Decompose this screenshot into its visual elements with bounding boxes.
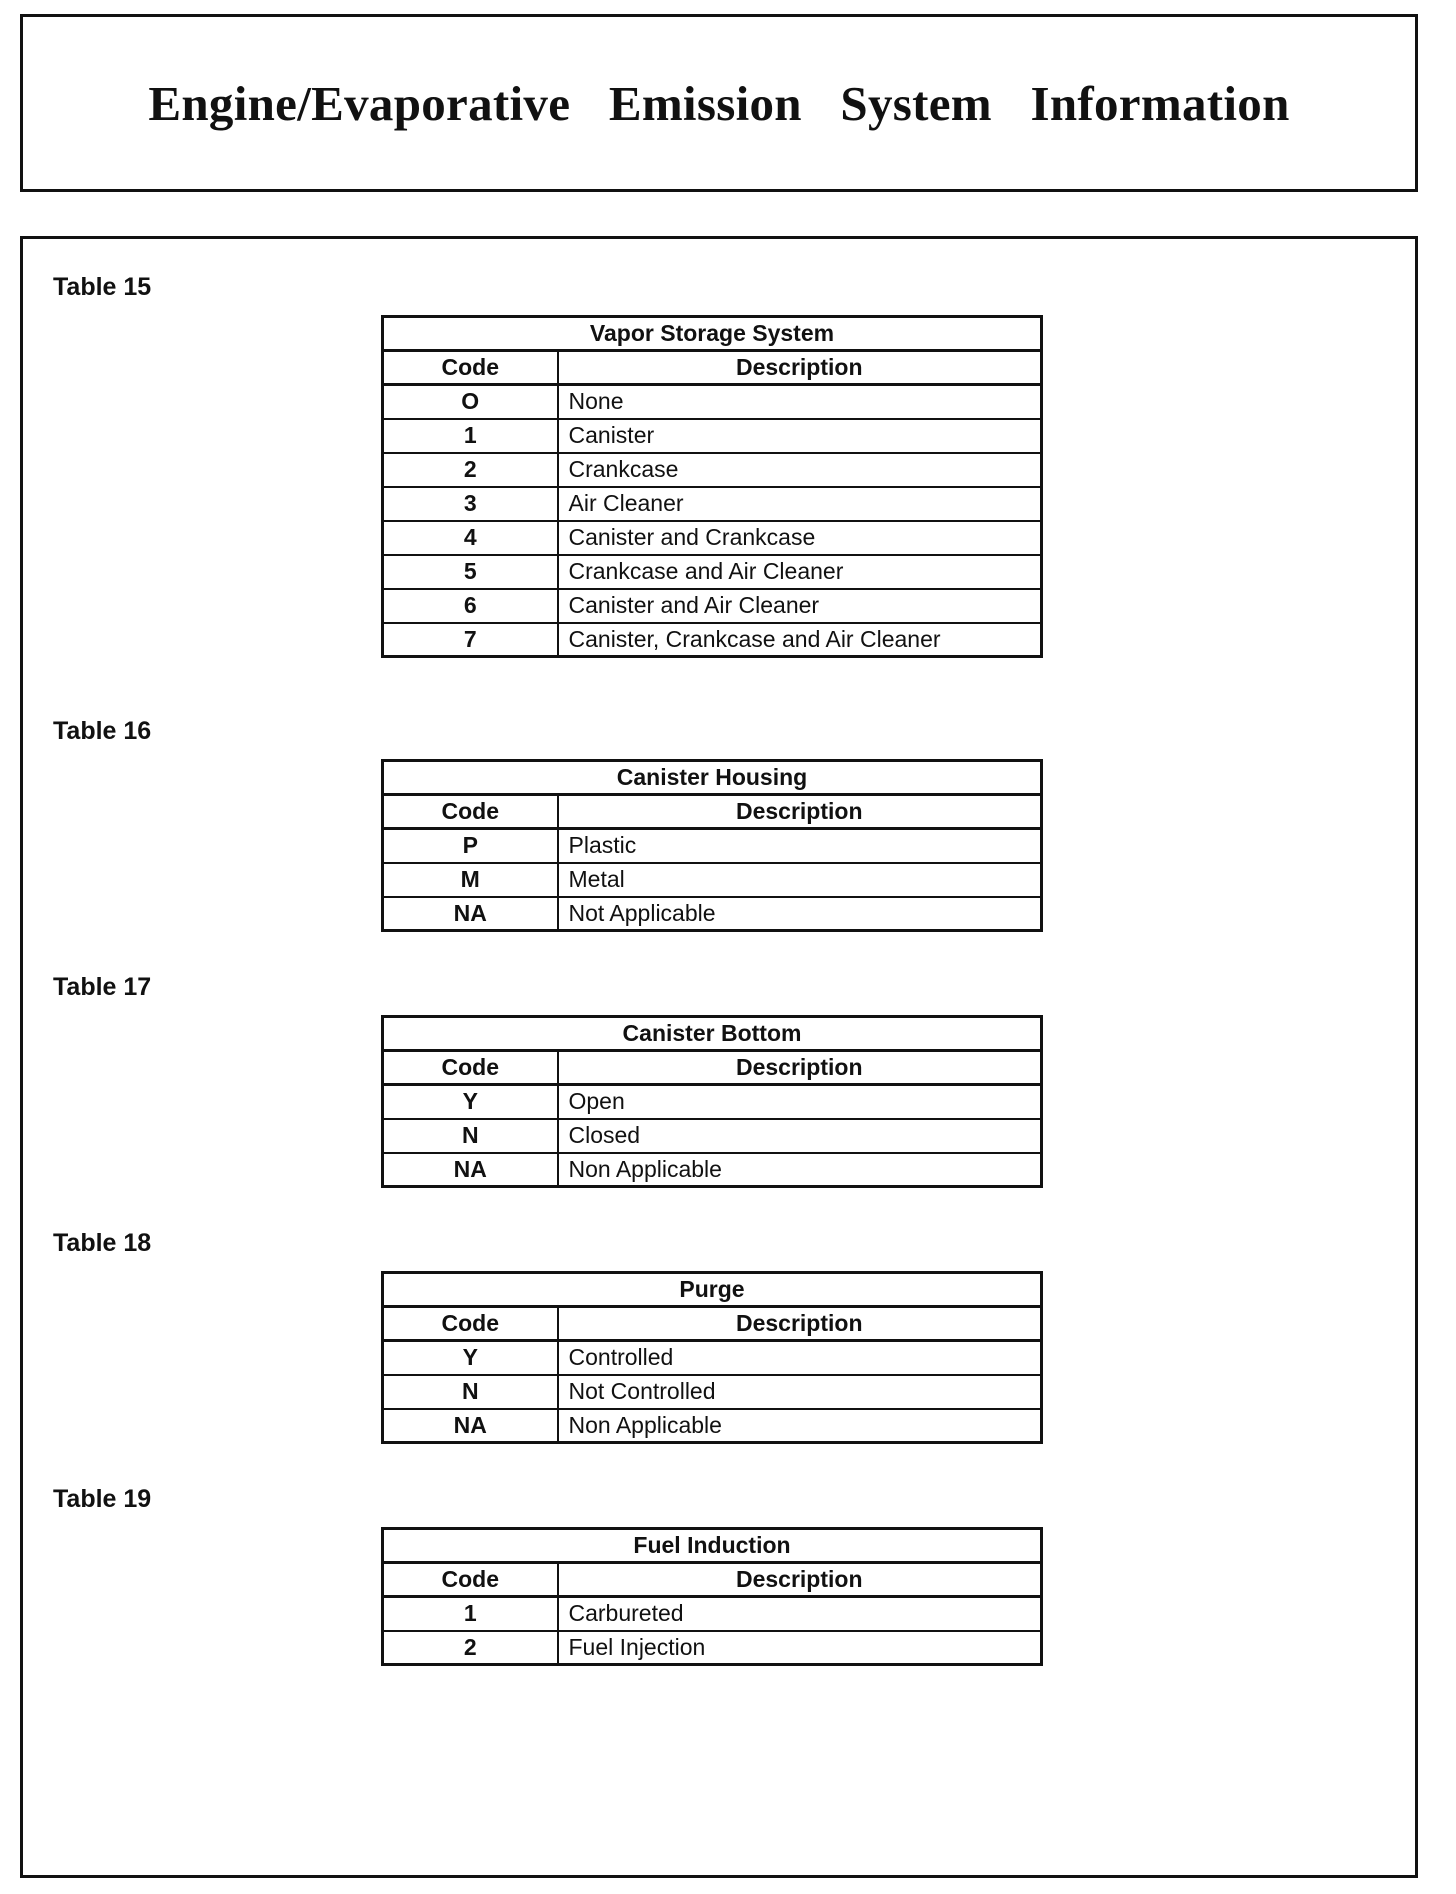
- code-header: Code: [383, 795, 558, 829]
- table-row: [383, 897, 1042, 931]
- code-header: Code: [383, 1051, 558, 1085]
- description-header: Description: [558, 1051, 1042, 1085]
- table-row: [383, 1631, 1042, 1665]
- description-cell: Not Controlled: [558, 1375, 1042, 1409]
- description-cell: Non Applicable: [558, 1153, 1042, 1187]
- table-row: [383, 1341, 1042, 1375]
- table-row: [383, 453, 1042, 487]
- description-cell: Plastic: [558, 829, 1042, 863]
- code-cell: O: [383, 385, 558, 419]
- table-caption: Canister Bottom: [383, 1017, 1042, 1051]
- description-cell: Crankcase: [558, 453, 1042, 487]
- table-row: [383, 589, 1042, 623]
- code-cell: 3: [383, 487, 558, 521]
- table-row: [383, 1119, 1042, 1153]
- code-header: Code: [383, 1307, 558, 1341]
- table-label: Table 16: [53, 717, 152, 745]
- page-title: Engine/Evaporative Emission System Information: [148, 75, 1290, 131]
- code-header: Code: [383, 1563, 558, 1597]
- description-cell: Canister and Crankcase: [558, 521, 1042, 555]
- code-header: Code: [383, 351, 558, 385]
- code-cell: 2: [383, 453, 558, 487]
- table-row: [383, 521, 1042, 555]
- code-cell: NA: [383, 1153, 558, 1187]
- table-row: [383, 623, 1042, 657]
- code-cell: 6: [383, 589, 558, 623]
- fuel-induction-table: [381, 1527, 1043, 1666]
- table-row: [383, 487, 1042, 521]
- table-caption: Fuel Induction: [383, 1529, 1042, 1563]
- canister-bottom-table: [381, 1015, 1043, 1188]
- table-label: Table 15: [53, 273, 152, 301]
- code-cell: Y: [383, 1341, 558, 1375]
- code-cell: N: [383, 1375, 558, 1409]
- table-row: [383, 1375, 1042, 1409]
- description-cell: Not Applicable: [558, 897, 1042, 931]
- table-caption: Canister Housing: [383, 761, 1042, 795]
- description-header: Description: [558, 795, 1042, 829]
- description-cell: Non Applicable: [558, 1409, 1042, 1443]
- table-caption: Purge: [383, 1273, 1042, 1307]
- description-cell: Canister and Air Cleaner: [558, 589, 1042, 623]
- description-header: Description: [558, 351, 1042, 385]
- code-cell: 5: [383, 555, 558, 589]
- code-cell: M: [383, 863, 558, 897]
- title-box: [20, 14, 1418, 192]
- description-cell: Closed: [558, 1119, 1042, 1153]
- vapor-storage-table: [381, 315, 1043, 658]
- table-row: [383, 863, 1042, 897]
- table-row: [383, 555, 1042, 589]
- table-label: Table 18: [53, 1229, 152, 1257]
- canister-housing-table: [381, 759, 1043, 932]
- description-header: Description: [558, 1307, 1042, 1341]
- description-cell: Fuel Injection: [558, 1631, 1042, 1665]
- code-cell: NA: [383, 897, 558, 931]
- table-row: [383, 385, 1042, 419]
- description-cell: Metal: [558, 863, 1042, 897]
- code-cell: Y: [383, 1085, 558, 1119]
- description-cell: Controlled: [558, 1341, 1042, 1375]
- code-cell: 1: [383, 1597, 558, 1631]
- description-cell: Canister, Crankcase and Air Cleaner: [558, 623, 1042, 657]
- description-cell: Crankcase and Air Cleaner: [558, 555, 1042, 589]
- description-cell: Canister: [558, 419, 1042, 453]
- description-cell: None: [558, 385, 1042, 419]
- code-cell: 4: [383, 521, 558, 555]
- purge-table: [381, 1271, 1043, 1444]
- code-cell: 2: [383, 1631, 558, 1665]
- table-row: [383, 1085, 1042, 1119]
- code-cell: P: [383, 829, 558, 863]
- description-header: Description: [558, 1563, 1042, 1597]
- code-cell: NA: [383, 1409, 558, 1443]
- table-caption: Vapor Storage System: [383, 317, 1042, 351]
- description-cell: Air Cleaner: [558, 487, 1042, 521]
- content-box: [20, 236, 1418, 1878]
- table-row: [383, 1409, 1042, 1443]
- code-cell: 1: [383, 419, 558, 453]
- table-row: [383, 1153, 1042, 1187]
- table-label: Table 19: [53, 1485, 152, 1513]
- code-cell: 7: [383, 623, 558, 657]
- description-cell: Open: [558, 1085, 1042, 1119]
- table-row: [383, 419, 1042, 453]
- table-label: Table 17: [53, 973, 152, 1001]
- description-cell: Carbureted: [558, 1597, 1042, 1631]
- table-row: [383, 1597, 1042, 1631]
- code-cell: N: [383, 1119, 558, 1153]
- table-row: [383, 829, 1042, 863]
